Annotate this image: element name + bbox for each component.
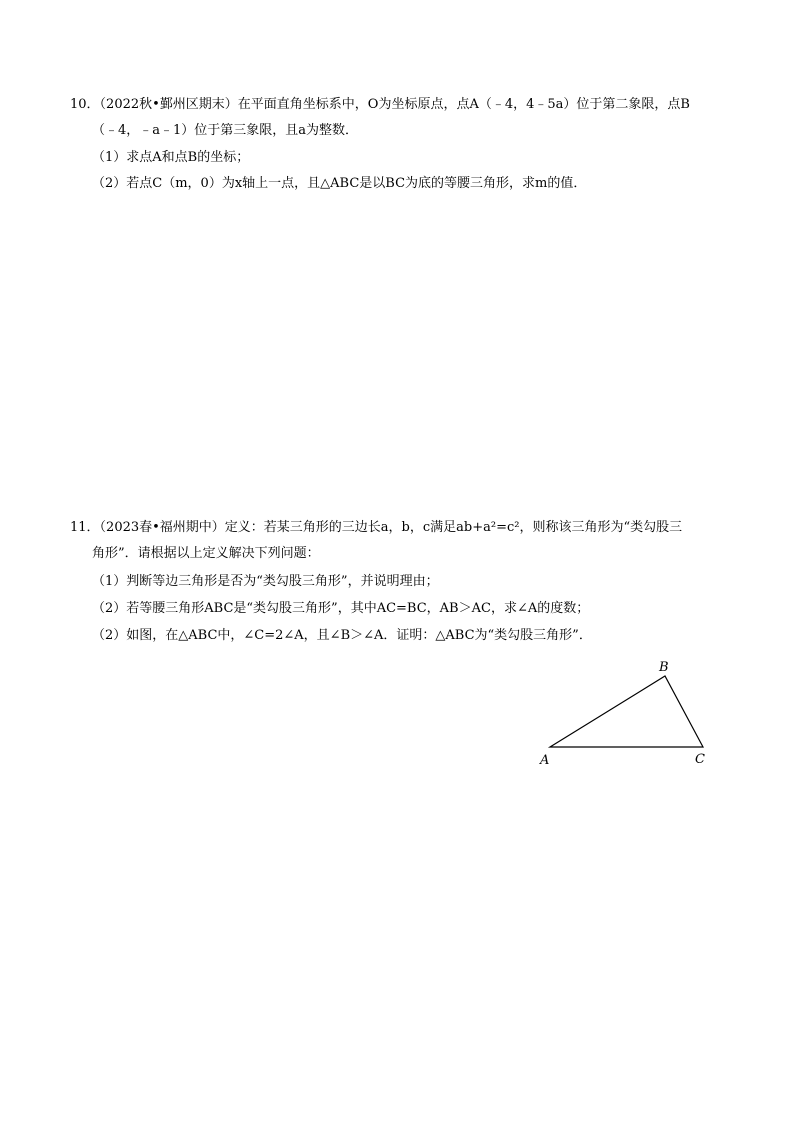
triangle-abc-shape <box>550 676 703 747</box>
question-10-line-1: 10．（2022秋•鄞州区期末）在平面直角坐标系中，O为坐标原点，点A（﹣4，4﹣5a）位于第二象限，点B <box>70 97 690 112</box>
question-11-part-1: （1）判断等边三角形是否为“类勾股三角形”，并说明理由； <box>92 574 439 589</box>
question-11-part-3: （2）如图，在△ABC中，∠C=2∠A，且∠B＞∠A．证明：△ABC为“类勾股三角形”． <box>92 628 592 643</box>
question-10-part-2: （2）若点C（m，0）为x轴上一点，且△ABC是以BC为底的等腰三角形，求m的值． <box>92 176 587 191</box>
question-11-part-2: （2）若等腰三角形ABC是“类勾股三角形”，其中AC=BC，AB＞AC，求∠A的度数； <box>92 601 590 616</box>
question-11-line-1: 11．（2023春•福州期中）定义：若某三角形的三边长a，b，c满足ab+a²=c²，则称该三角形为“类勾股三 <box>70 520 683 535</box>
question-11-line-2: 角形”．请根据以上定义解决下列问题： <box>92 546 320 561</box>
question-10-part-1: （1）求点A和点B的坐标； <box>92 150 250 165</box>
question-10-line-2: （﹣4，﹣a﹣1）位于第三象限，且a为整数． <box>92 123 359 138</box>
vertex-label-c: C <box>695 752 705 767</box>
vertex-label-b: B <box>659 660 669 675</box>
vertex-label-a: A <box>540 753 550 768</box>
triangle-abc-figure <box>532 655 722 775</box>
